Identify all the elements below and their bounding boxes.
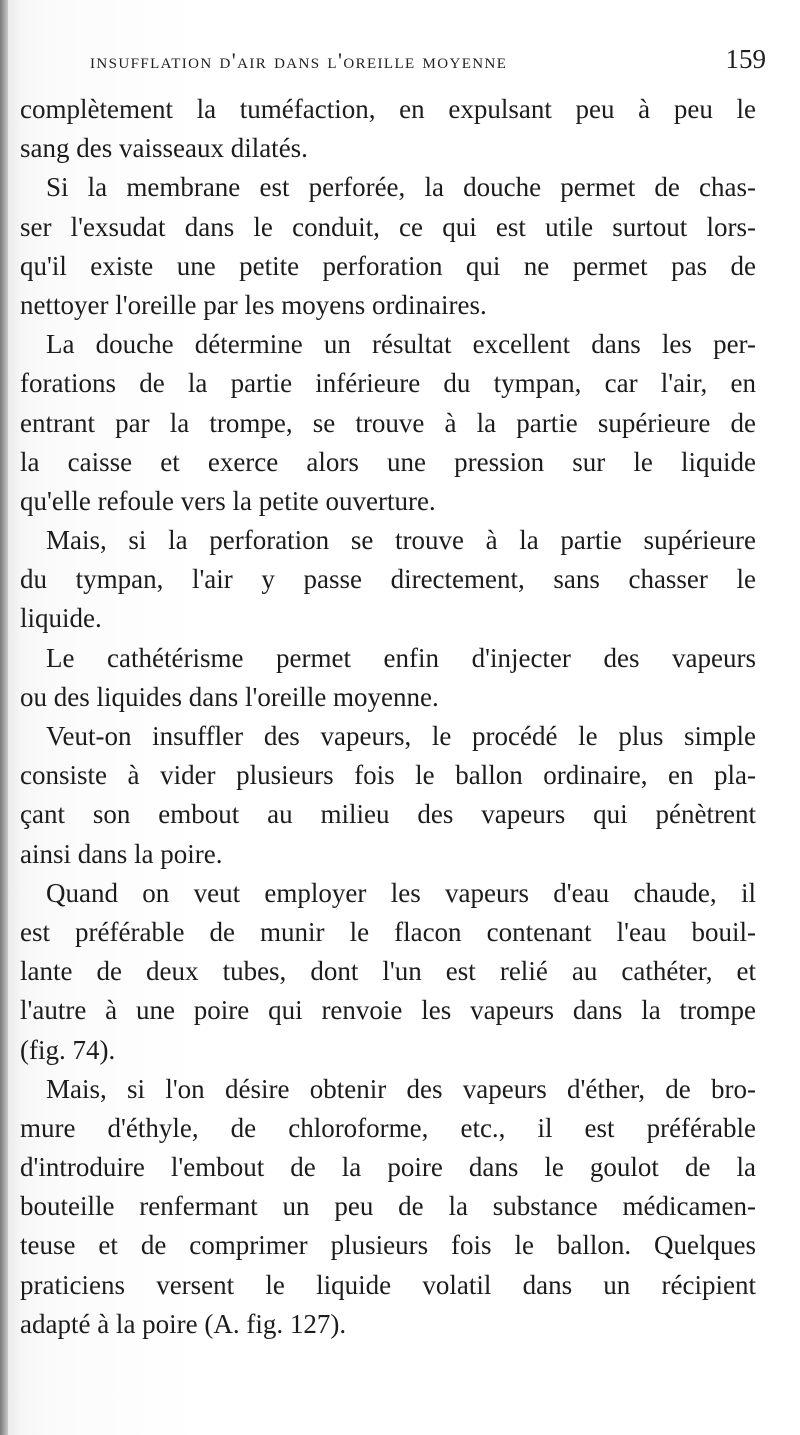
text-line: Veut-on insuffler des vapeurs, le procédé le plus simple	[46, 721, 756, 751]
text-line: teuse et de comprimer plusieurs fois le ballon. Quelques	[20, 1230, 756, 1261]
text-line: Le cathétérisme permet enfin d'injecter des vapeurs	[46, 642, 756, 673]
text-line: Quand on veut employer les vapeurs d'eau chaude, il	[46, 877, 756, 908]
text-line: du tympan, l'air y passe directement, sans chasser le	[20, 564, 756, 595]
text-line: çant son embout au milieu des vapeurs qui pénètrent	[20, 799, 756, 830]
running-title: insufflation d'air dans l'oreille moyenne	[90, 48, 508, 73]
text-line: est préférable de munir le flacon contenant l'eau bouil-	[20, 916, 756, 947]
text-line: consiste à vider plusieurs fois le ballon ordinaire, en pla-	[20, 760, 756, 791]
text-line: nettoyer l'oreille par les moyens ordinaires.	[20, 289, 487, 320]
text-line: qu'elle refoule vers la petite ouverture.	[20, 485, 436, 516]
text-line: forations de la partie inférieure du tympan, car l'air, en	[20, 368, 756, 399]
text-line: complètement la tuméfaction, en expulsant peu à peu le	[20, 94, 756, 124]
text-line: adapté à la poire (A. fig. 127).	[20, 1308, 347, 1339]
text-line: praticiens versent le liquide volatil dans un récipient	[20, 1269, 756, 1300]
page-header	[60, 44, 770, 84]
text-line: ser l'exsudat dans le conduit, ce qui est utile surtout lors-	[20, 211, 756, 242]
text-line: lante de deux tubes, dont l'un est relié au cathéter, et	[20, 956, 756, 987]
text-line: Mais, si l'on désire obtenir des vapeurs d'éther, de bro-	[46, 1073, 756, 1104]
text-line: (fig. 74).	[20, 1034, 116, 1065]
body-text	[20, 90, 756, 1344]
text-line: Mais, si la perforation se trouve à la partie supérieure	[46, 525, 756, 556]
text-line: d'introduire l'embout de la poire dans le goulot de la	[20, 1152, 756, 1183]
text-line: l'autre à une poire qui renvoie les vapeurs dans la trompe	[20, 995, 756, 1026]
text-line: entrant par la trompe, se trouve à la partie supérieure de	[20, 407, 756, 438]
text-line: La douche détermine un résultat excellent dans les per-	[46, 329, 756, 360]
text-line: qu'il existe une petite perforation qui ne permet pas de	[20, 250, 756, 281]
text-line: liquide.	[20, 603, 102, 634]
text-line: mure d'éthyle, de chloroforme, etc., il est préférable	[20, 1112, 756, 1143]
text-line: ainsi dans la poire.	[20, 838, 223, 869]
text-line: sang des vaisseaux dilatés.	[20, 133, 308, 164]
text-line: Si la membrane est perforée, la douche permet de chas-	[46, 172, 756, 203]
text-line: ou des liquides dans l'oreille moyenne.	[20, 681, 439, 712]
text-line: la caisse et exerce alors une pression sur le liquide	[20, 446, 756, 477]
page-number: 159	[725, 44, 766, 74]
text-line: bouteille renfermant un peu de la substance médicamen-	[20, 1191, 756, 1222]
